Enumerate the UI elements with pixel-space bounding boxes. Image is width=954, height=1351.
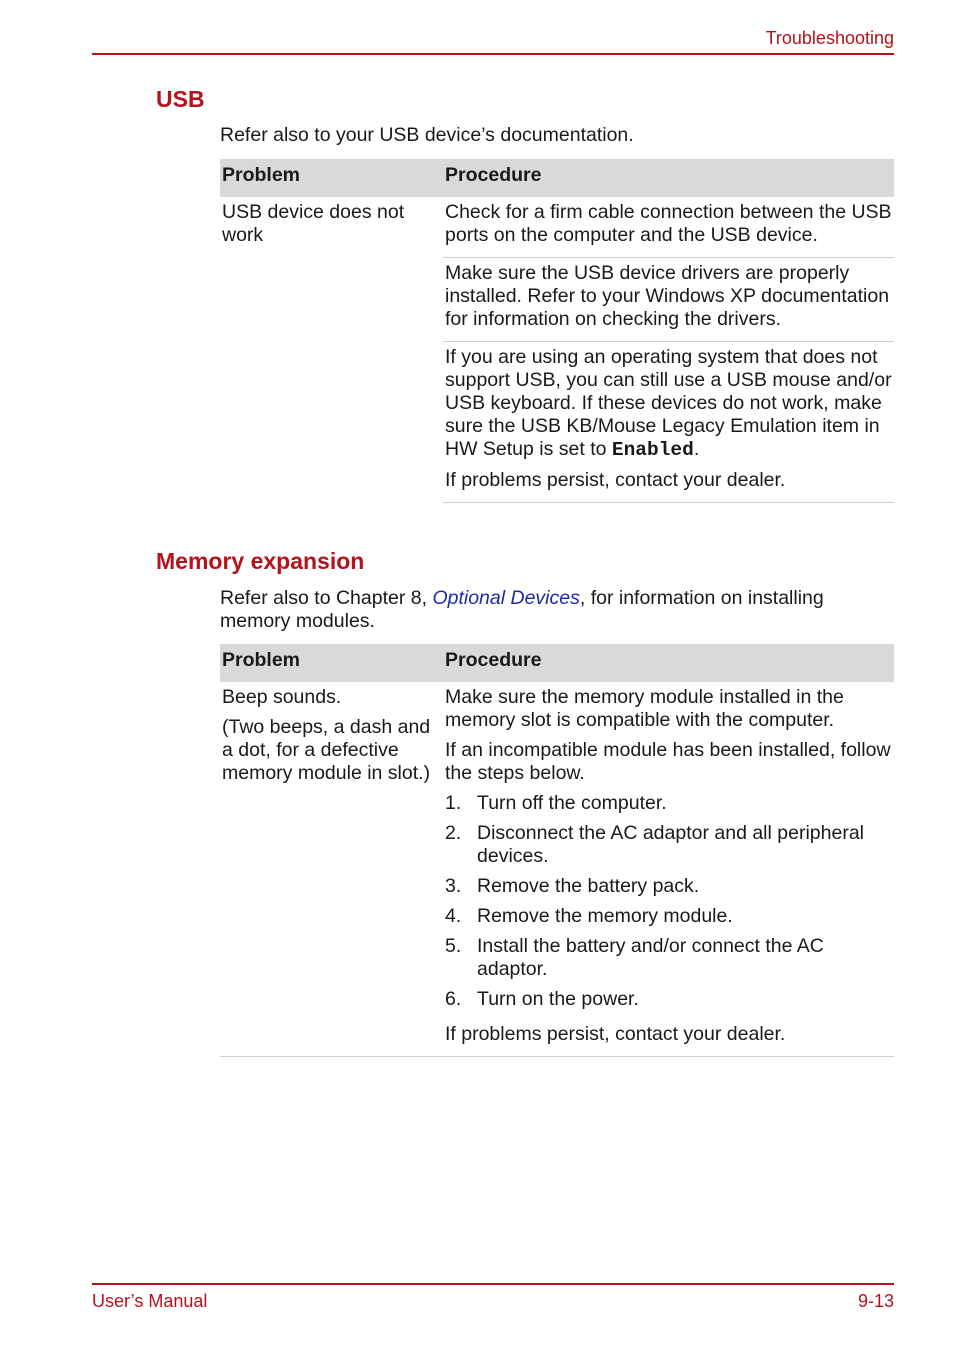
problem-text: USB device does not work (222, 201, 405, 246)
procedure-text (445, 346, 892, 462)
problem-cell (220, 682, 443, 1057)
column-header-problem: Problem (220, 644, 443, 682)
step-number: 2. (445, 822, 462, 844)
table-row (220, 682, 894, 1057)
procedure-cell (443, 342, 894, 503)
intro-text-part: Refer also to Chapter 8, (220, 587, 433, 609)
setting-value-enabled: Enabled (611, 439, 694, 461)
list-item (445, 905, 892, 928)
step-number: 5. (445, 935, 462, 957)
footer-manual-title: User’s Manual (92, 1291, 208, 1311)
step-text: Turn on the power. (477, 988, 639, 1010)
footer-rule (92, 1283, 894, 1285)
step-text: Install the battery and/or connect the AC adaptor. (477, 935, 824, 980)
usb-table-header (220, 159, 894, 197)
step-number: 3. (445, 875, 462, 897)
column-header-procedure: Procedure (443, 644, 894, 682)
step-text: Remove the battery pack. (477, 875, 700, 897)
procedure-text-part: If you are using an operating system that does not support USB, you can still use a USB mouse and/or USB keyboard. If these devices do not work, make sure the USB KB/Mouse Legacy Emulation item in HW Setup is set to (445, 346, 892, 460)
column-header-procedure: Procedure (443, 159, 894, 197)
step-number: 1. (445, 792, 462, 814)
problem-cell (220, 197, 443, 503)
memory-table-header (220, 644, 894, 682)
usb-intro: Refer also to your USB device’s documentation. (220, 124, 634, 146)
list-item (445, 792, 892, 815)
header-rule (92, 53, 894, 55)
usb-section-title: USB (156, 86, 205, 112)
step-number: 4. (445, 905, 462, 927)
procedure-text: If an incompatible module has been installed, follow the steps below. (445, 739, 891, 784)
procedure-text: If problems persist, contact your dealer. (445, 1023, 786, 1045)
problem-text: Beep sounds. (222, 686, 342, 708)
page-number: 9-13 (857, 1291, 894, 1311)
memory-table (220, 644, 894, 1057)
optional-devices-link[interactable]: Optional Devices (432, 587, 580, 609)
procedure-cell (443, 197, 894, 258)
steps-list (445, 792, 892, 1011)
memory-section-title: Memory expansion (156, 548, 365, 574)
list-item (445, 822, 892, 868)
list-item (445, 988, 892, 1011)
column-header-problem: Problem (220, 159, 443, 197)
procedure-text: Make sure the memory module installed in the memory slot is compatible with the computer. (445, 686, 844, 731)
running-head: Troubleshooting (765, 28, 894, 48)
usb-table (220, 159, 894, 503)
procedure-text: Make sure the USB device drivers are properly installed. Refer to your Windows XP documentation for information on checking the drivers. (445, 262, 890, 330)
procedure-text: Check for a firm cable connection between the USB ports on the computer and the USB device. (445, 201, 892, 246)
table-row (220, 197, 894, 258)
intro-text-part: , for information on installing memory modules. (220, 587, 824, 632)
procedure-cell (443, 258, 894, 342)
step-text: Turn off the computer. (477, 792, 667, 814)
step-text: Remove the memory module. (477, 905, 733, 927)
step-number: 6. (445, 988, 462, 1010)
procedure-text: If problems persist, contact your dealer. (445, 469, 786, 491)
list-item (445, 935, 892, 981)
list-item (445, 875, 892, 898)
step-text: Disconnect the AC adaptor and all peripheral devices. (477, 822, 864, 867)
procedure-cell (443, 682, 894, 1057)
memory-intro (220, 587, 894, 633)
problem-text: (Two beeps, a dash and a dot, for a defective memory module in slot.) (222, 716, 431, 784)
procedure-text-part: . (693, 438, 700, 460)
